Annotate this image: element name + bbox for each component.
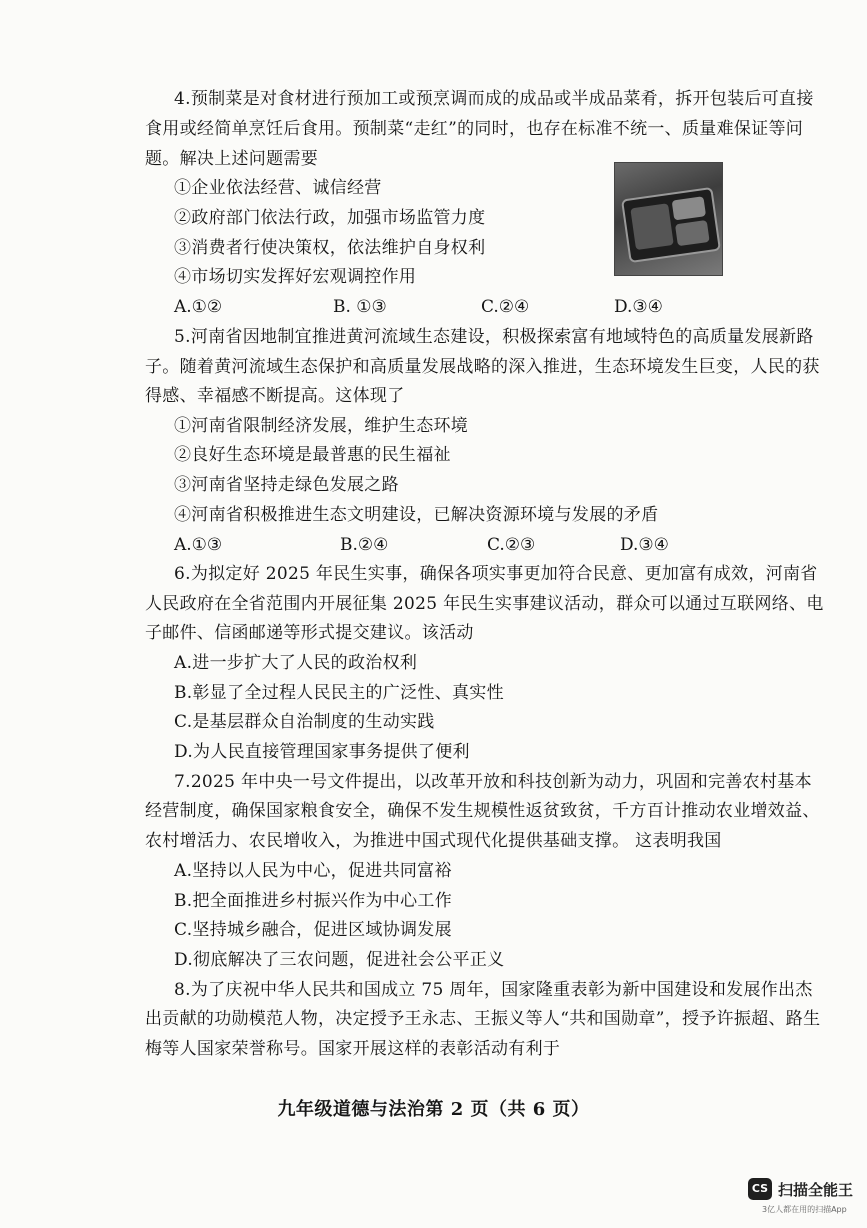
q5-item-3: ③河南省坚持走绿色发展之路: [174, 475, 399, 495]
brand-tagline: 3亿人都在用的扫描App: [762, 1205, 847, 1214]
q4-option-b: B. ①③: [333, 297, 387, 317]
q5-item-1: ①河南省限制经济发展，维护生态环境: [174, 416, 469, 436]
q5-option-d: D.③④: [620, 535, 669, 555]
q5-option-c: C.②③: [487, 535, 536, 555]
q7-option-c: C.坚持城乡融合，促进区域协调发展: [174, 920, 452, 940]
q5-option-b: B.②④: [340, 535, 389, 555]
q4-option-c: C.②④: [481, 297, 530, 317]
q8-line-3: 梅等人国家荣誉称号。国家开展这样的表彰活动有利于: [145, 1039, 561, 1059]
q5-item-4: ④河南省积极推进生态文明建设，已解决资源环境与发展的矛盾: [174, 505, 659, 525]
q4-item-2: ②政府部门依法行政，加强市场监管力度: [174, 208, 486, 228]
q7-line-1: 7.2025 年中央一号文件提出，以改革开放和科技创新为动力，巩固和完善农村基本: [174, 772, 812, 792]
q4-line-3: 题。解决上述问题需要: [145, 149, 318, 169]
prepared-meal-photo: [614, 162, 723, 276]
q5-option-a: A.①③: [174, 535, 223, 555]
q8-line-2: 出贡献的功勋模范人物，决定授予王永志、王振义等人“共和国勋章”，授予许振超、路生: [145, 1009, 821, 1029]
q8-line-1: 8.为了庆祝中华人民共和国成立 75 周年，国家隆重表彰为新中国建设和发展作出杰: [174, 980, 813, 1000]
q7-option-b: B.把全面推进乡村振兴作为中心工作: [174, 891, 452, 911]
q7-line-2: 经营制度，确保国家粮食安全，确保不发生规模性返贫致贫，千方百计推动农业增效益、: [145, 801, 820, 821]
q4-item-4: ④市场切实发挥好宏观调控作用: [174, 267, 417, 287]
q6-line-2: 人民政府在全省范围内开展征集 2025 年民生实事建议活动，群众可以通过互联网络、电: [145, 594, 824, 614]
q7-option-a: A.坚持以人民为中心，促进共同富裕: [174, 861, 452, 881]
q6-line-3: 子邮件、信函邮递等形式提交建议。该活动: [145, 623, 474, 643]
q4-item-3: ③消费者行使决策权，依法维护自身权利: [174, 238, 486, 258]
q5-line-1: 5.河南省因地制宜推进黄河流域生态建设，积极探索富有地域特色的高质量发展新路: [174, 327, 814, 347]
camscanner-logo-icon: CS: [748, 1178, 772, 1200]
q6-option-b: B.彰显了全过程人民民主的广泛性、真实性: [174, 683, 504, 703]
q5-line-2: 子。随着黄河流域生态保护和高质量发展战略的深入推进，生态环境发生巨变，人民的获: [145, 357, 820, 377]
q7-option-d: D.彻底解决了三农问题，促进社会公平正义: [174, 950, 505, 970]
q7-line-3: 农村增活力、农民增收入，为推进中国式现代化提供基础支撑。 这表明我国: [145, 831, 722, 851]
q4-item-1: ①企业依法经营、诚信经营: [174, 178, 382, 198]
q6-option-a: A.进一步扩大了人民的政治权利: [174, 653, 418, 673]
q6-option-c: C.是基层群众自治制度的生动实践: [174, 712, 435, 732]
q5-line-3: 得感、幸福感不断提高。这体现了: [145, 386, 405, 406]
q4-option-a: A.①②: [174, 297, 223, 317]
brand-name: 扫描全能王: [778, 1181, 854, 1199]
q4-line-1: 4.预制菜是对食材进行预加工或预烹调而成的成品或半成品菜肴，拆开包装后可直接: [174, 89, 814, 109]
meal-tray-image: [621, 187, 721, 263]
q6-line-1: 6.为拟定好 2025 年民生实事，确保各项实事更加符合民意、更加富有成效，河南省: [174, 564, 818, 584]
page-footer: 九年级道德与法治第 2 页（共 6 页）: [277, 1099, 590, 1120]
q4-option-d: D.③④: [614, 297, 663, 317]
q5-item-2: ②良好生态环境是最普惠的民生福祉: [174, 445, 451, 465]
q4-line-2: 食用或经简单烹饪后食用。预制菜“走红”的同时，也存在标准不统一、质量难保证等问: [145, 119, 804, 139]
q6-option-d: D.为人民直接管理国家事务提供了便利: [174, 742, 470, 762]
